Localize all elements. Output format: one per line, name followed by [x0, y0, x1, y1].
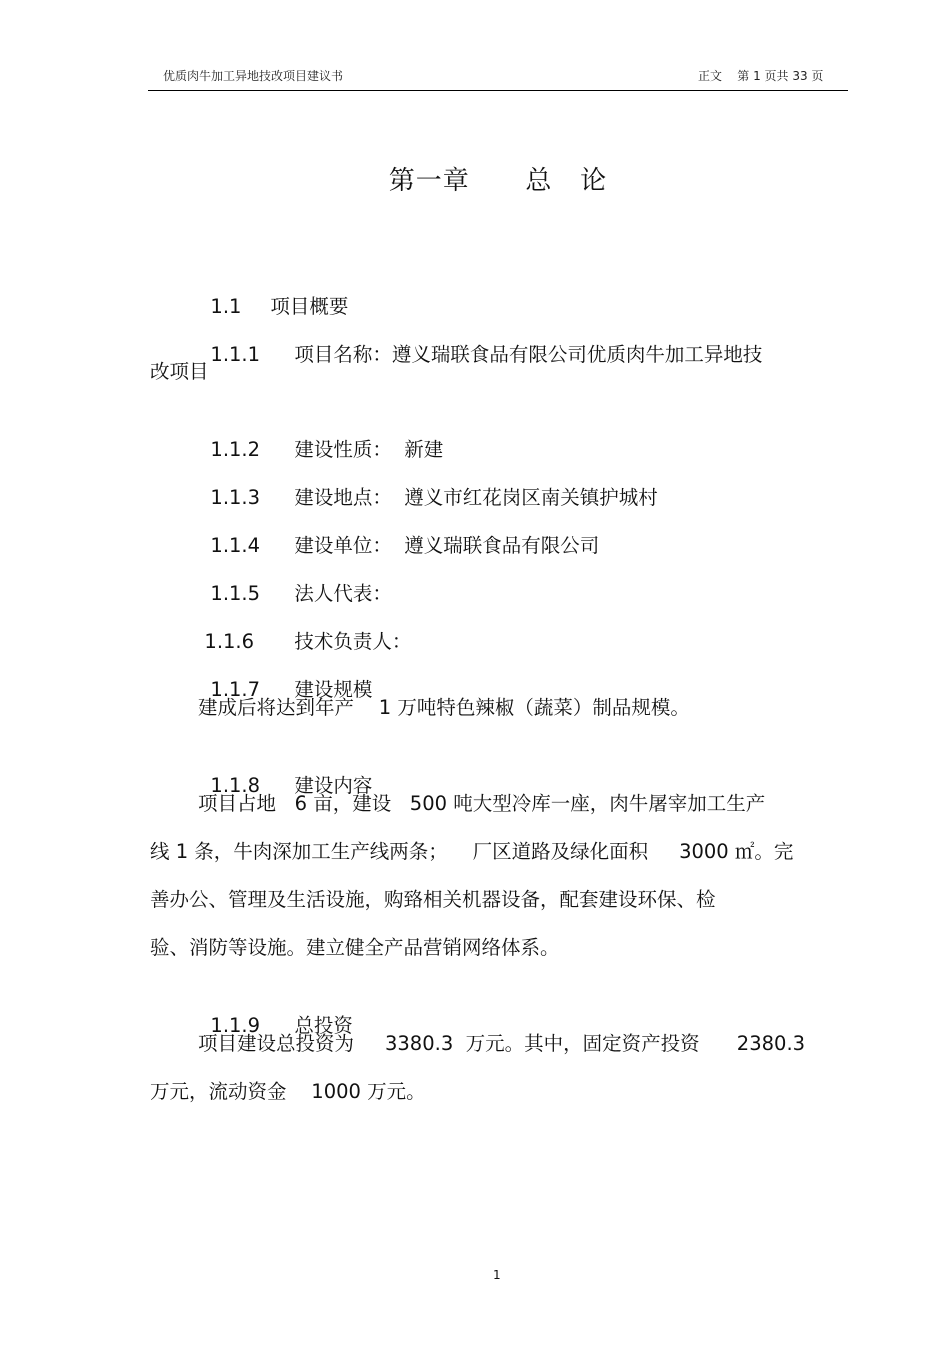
item-number: 1.1.5 [210, 582, 261, 605]
item-number: 1.1.7 [210, 678, 261, 701]
paragraph-line: 线 1 条，牛肉深加工生产线两条； 厂区道路及绿化面积 3000 ㎡。完 [150, 840, 794, 863]
item-text: 建设地点： 遵义市红花岗区南关镇护城村 [294, 486, 658, 509]
running-header-page-info: 正文 第 1 页共 33 页 [698, 69, 824, 83]
header-divider [148, 90, 848, 91]
item-text: 建设内容 [294, 774, 373, 797]
item-text: 建设单位： 遵义瑞联食品有限公司 [294, 534, 600, 557]
item-text: 法人代表： [294, 582, 392, 605]
item-text: 总投资 [294, 1014, 353, 1037]
item-number: 1.1.2 [210, 438, 261, 461]
item-1-1-1-continuation: 改项目 [150, 360, 209, 383]
page-number: 1 [493, 1268, 501, 1282]
item-number: 1.1.3 [210, 486, 261, 509]
item-1-1-7-body: 建成后将达到年产 1 万吨特色辣椒（蔬菜）制品规模。 [198, 696, 690, 719]
paragraph-line: 项目建设总投资为 3380.3 万元。其中，固定资产投资 2380.3 [198, 1032, 806, 1055]
item-1-1-1 [198, 310, 762, 370]
paragraph-line: 项目占地 6 亩，建设 500 吨大型冷库一座，肉牛屠宰加工生产 [198, 792, 766, 815]
item-number: 1.1.6 [204, 630, 255, 653]
chapter-title: 第一章 总 论 [388, 166, 608, 196]
item-text: 技术负责人： [294, 630, 412, 653]
paragraph-line: 万元，流动资金 1000 万元。 [150, 1080, 426, 1103]
running-header-title: 优质肉牛加工异地技改项目建议书 [163, 69, 344, 83]
item-text: 建设性质： 新建 [294, 438, 444, 461]
paragraph-line: 善办公、管理及生活设施，购臵相关机器设备，配套建设环保、检 [150, 888, 716, 911]
section-number: 1.1 [210, 295, 242, 318]
item-number: 1.1.1 [210, 343, 261, 366]
section-title: 项目概要 [270, 295, 349, 318]
item-text: 建设规模 [294, 678, 373, 701]
item-text: 项目名称：遵义瑞联食品有限公司优质肉牛加工异地技 [294, 343, 763, 366]
item-number: 1.1.8 [210, 774, 261, 797]
item-number: 1.1.4 [210, 534, 261, 557]
paragraph-line: 验、消防等设施。建立健全产品营销网络体系。 [150, 936, 560, 959]
item-number: 1.1.9 [210, 1014, 261, 1037]
